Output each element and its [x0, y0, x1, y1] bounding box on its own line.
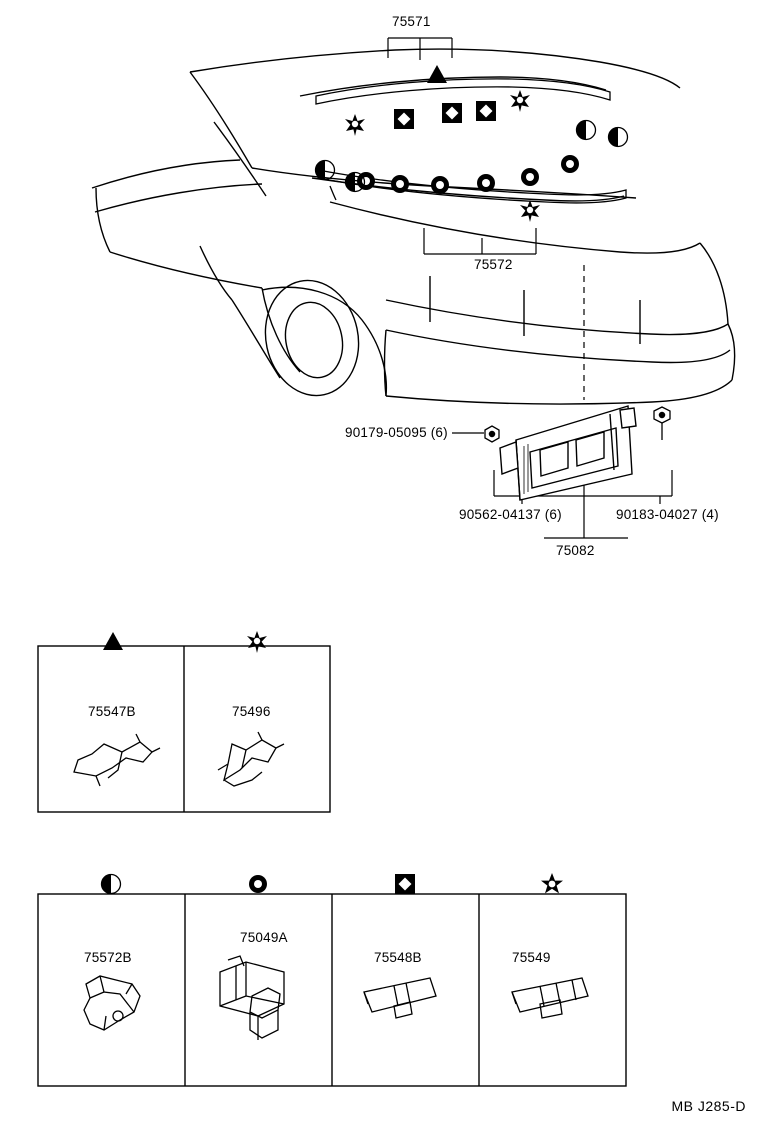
marker-triangle-car	[427, 65, 447, 83]
car-body-outline	[92, 49, 735, 404]
panel-label-75549: 75549	[512, 950, 551, 965]
marker-diamond-car	[394, 101, 496, 129]
callout-75572: 75572	[474, 257, 513, 272]
panel-label-75572B: 75572B	[84, 950, 132, 965]
panel-label-75547B: 75547B	[88, 704, 136, 719]
callout-75571: 75571	[392, 14, 431, 29]
symbol-dot-circle	[249, 875, 267, 893]
panel-label-75496: 75496	[232, 704, 271, 719]
clip-75572b-drawing	[84, 976, 140, 1030]
symbol-triangle	[103, 632, 123, 650]
symbol-star-circle	[541, 873, 563, 893]
symbol-diamond-square	[395, 874, 415, 894]
symbol-starburst	[247, 631, 267, 653]
clip-panel-top	[38, 631, 330, 812]
diagram-code: MB J285-D	[671, 1098, 746, 1114]
callout-90562-04137: 90562-04137 (6)	[459, 507, 562, 522]
clip-panel-bottom	[38, 873, 626, 1086]
clip-75496-drawing	[218, 732, 284, 786]
symbol-half-circle	[102, 875, 121, 894]
clip-75548b-drawing	[364, 978, 436, 1018]
clip-75547b-drawing	[74, 734, 160, 786]
callout-90183-04027: 90183-04027 (4)	[616, 507, 719, 522]
panel-label-75548B: 75548B	[374, 950, 422, 965]
callout-75082: 75082	[556, 543, 595, 558]
panel-label-75049A: 75049A	[240, 930, 288, 945]
clip-75549-drawing	[512, 978, 588, 1018]
clip-75049a-drawing	[220, 956, 284, 1040]
callout-90179-05095: 90179-05095 (6)	[345, 425, 448, 440]
license-lamp-assembly	[485, 406, 670, 500]
